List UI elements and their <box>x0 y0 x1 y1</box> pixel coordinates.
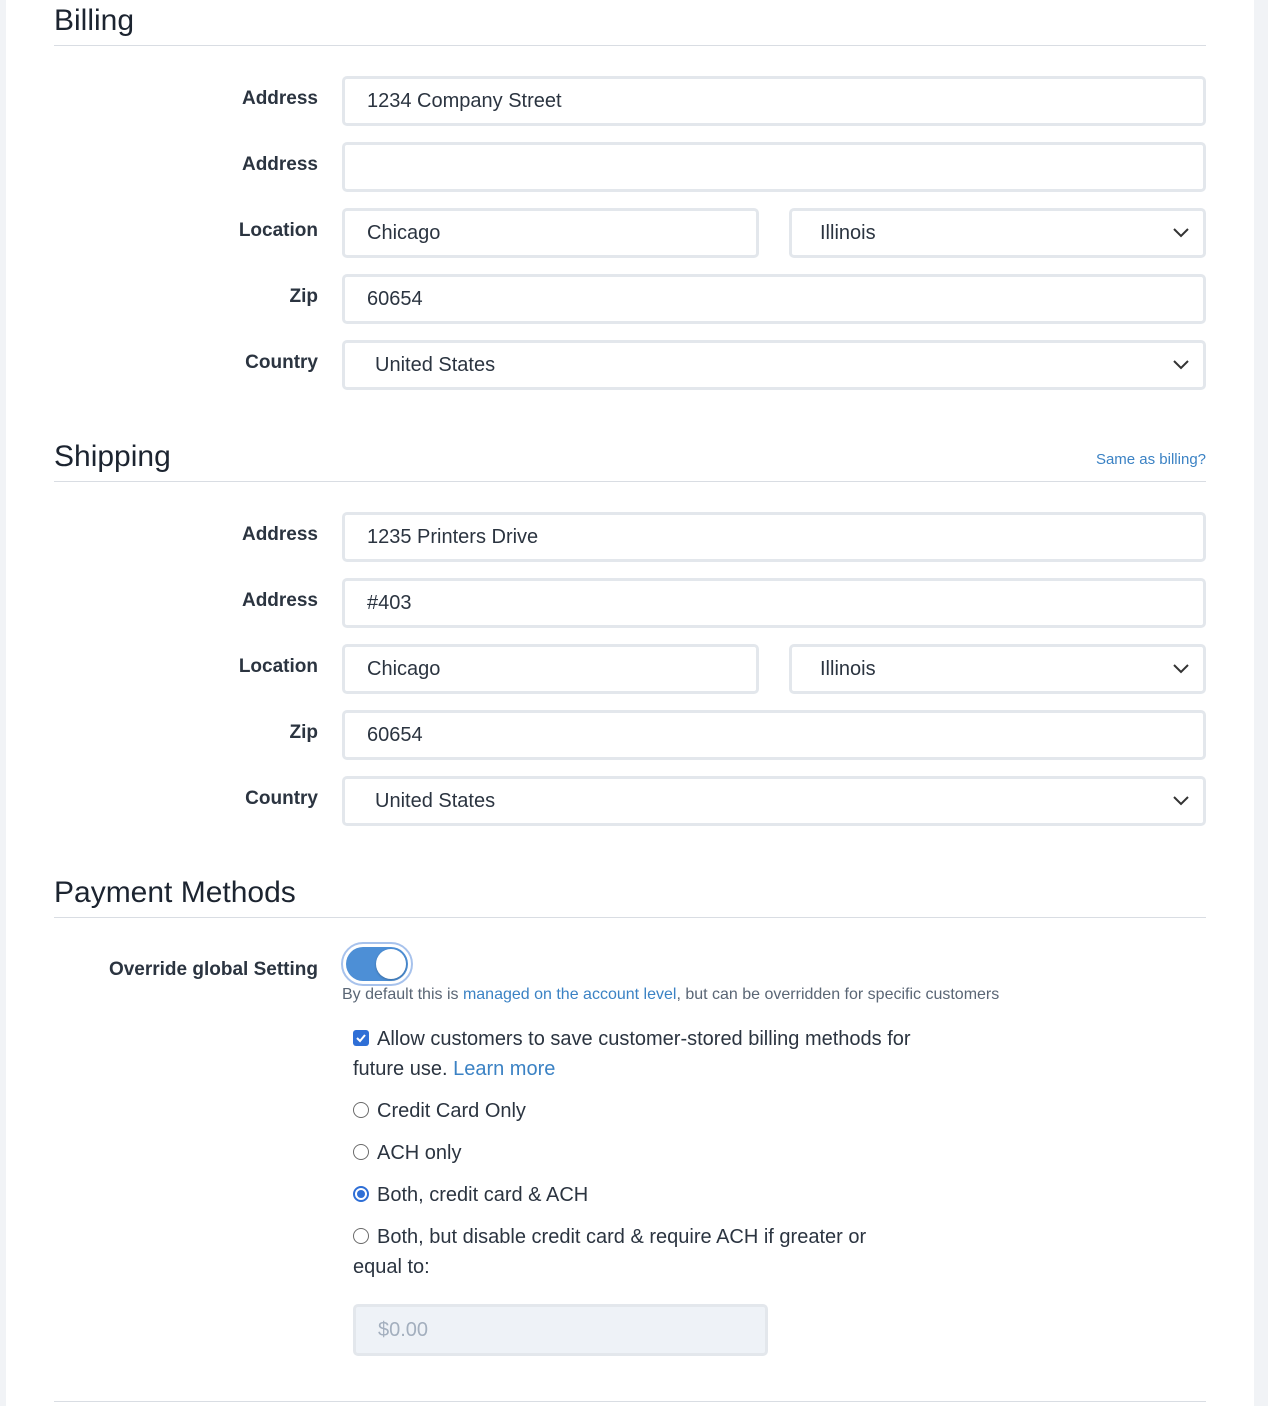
account-level-link[interactable]: managed on the account level <box>462 986 677 1003</box>
payment-option-credit-card <box>353 1096 913 1126</box>
shipping-location-label: Location <box>238 656 318 677</box>
save-methods-option <box>353 1024 913 1084</box>
help-prefix: By default this is <box>342 986 463 1003</box>
shipping-address2-input[interactable] <box>342 578 1206 628</box>
ach-only-label: ACH only <box>377 1142 462 1164</box>
learn-more-link[interactable]: Learn more <box>453 1058 556 1080</box>
billing-address2-input[interactable] <box>342 142 1206 192</box>
shipping-country-label: Country <box>245 788 318 809</box>
payment-option-threshold <box>353 1222 913 1282</box>
both-radio[interactable] <box>353 1186 369 1202</box>
same-as-billing-link[interactable]: Same as billing? <box>1095 451 1206 468</box>
billing-section-title: Billing <box>54 4 135 37</box>
both-label: Both, credit card & ACH <box>377 1184 589 1206</box>
override-toggle[interactable] <box>341 942 413 986</box>
billing-zip-input[interactable] <box>342 274 1206 324</box>
shipping-address1-input[interactable] <box>342 512 1206 562</box>
threshold-radio[interactable] <box>353 1228 369 1244</box>
shipping-divider <box>54 481 1206 482</box>
billing-address1-label: Address <box>241 88 318 109</box>
chevron-down-icon <box>1171 356 1191 372</box>
billing-country-value: United States <box>375 354 496 376</box>
credit-card-only-radio[interactable] <box>353 1102 369 1118</box>
billing-zip-label: Zip <box>289 286 318 307</box>
shipping-zip-input[interactable] <box>342 710 1206 760</box>
credit-card-only-label: Credit Card Only <box>377 1100 526 1122</box>
threshold-amount-input[interactable] <box>353 1304 768 1356</box>
ach-only-radio[interactable] <box>353 1144 369 1160</box>
billing-divider <box>54 45 1206 46</box>
shipping-address1-label: Address <box>241 524 318 545</box>
help-suffix: , but can be overridden for specific customers <box>676 986 1000 1003</box>
shipping-address2-label: Address <box>241 590 318 611</box>
payment-option-ach <box>353 1138 913 1168</box>
chevron-down-icon <box>1171 660 1191 676</box>
shipping-country-select[interactable] <box>342 776 1206 826</box>
threshold-label: Both, but disable credit card & require ACH if greater or equal to: <box>353 1226 867 1278</box>
shipping-state-value: Illinois <box>820 658 876 680</box>
chevron-down-icon <box>1171 224 1191 240</box>
shipping-country-value: United States <box>375 790 496 812</box>
shipping-zip-label: Zip <box>289 722 318 743</box>
payment-option-both <box>353 1180 913 1210</box>
save-methods-checkbox[interactable] <box>353 1030 369 1046</box>
chevron-down-icon <box>1171 792 1191 808</box>
payment-divider <box>54 917 1206 918</box>
checkmark-icon <box>355 1032 367 1044</box>
billing-address1-input[interactable] <box>342 76 1206 126</box>
billing-city-input[interactable] <box>342 208 759 258</box>
billing-state-value: Illinois <box>820 222 876 244</box>
save-methods-text: Allow customers to save customer-stored billing methods for future use. <box>353 1028 911 1080</box>
payment-section-title: Payment Methods <box>54 876 296 909</box>
bottom-divider <box>54 1401 1206 1402</box>
billing-location-label: Location <box>238 220 318 241</box>
billing-state-select[interactable] <box>789 208 1206 258</box>
toggle-knob <box>376 949 406 979</box>
override-help-text <box>342 986 999 1004</box>
shipping-city-input[interactable] <box>342 644 759 694</box>
billing-address2-label: Address <box>241 154 318 175</box>
billing-country-label: Country <box>245 352 318 373</box>
customer-settings-page <box>6 0 1254 1406</box>
shipping-state-select[interactable] <box>789 644 1206 694</box>
toggle-track <box>346 947 408 981</box>
billing-country-select[interactable] <box>342 340 1206 390</box>
shipping-section-title: Shipping <box>54 440 171 473</box>
override-label: Override global Setting <box>108 959 318 980</box>
